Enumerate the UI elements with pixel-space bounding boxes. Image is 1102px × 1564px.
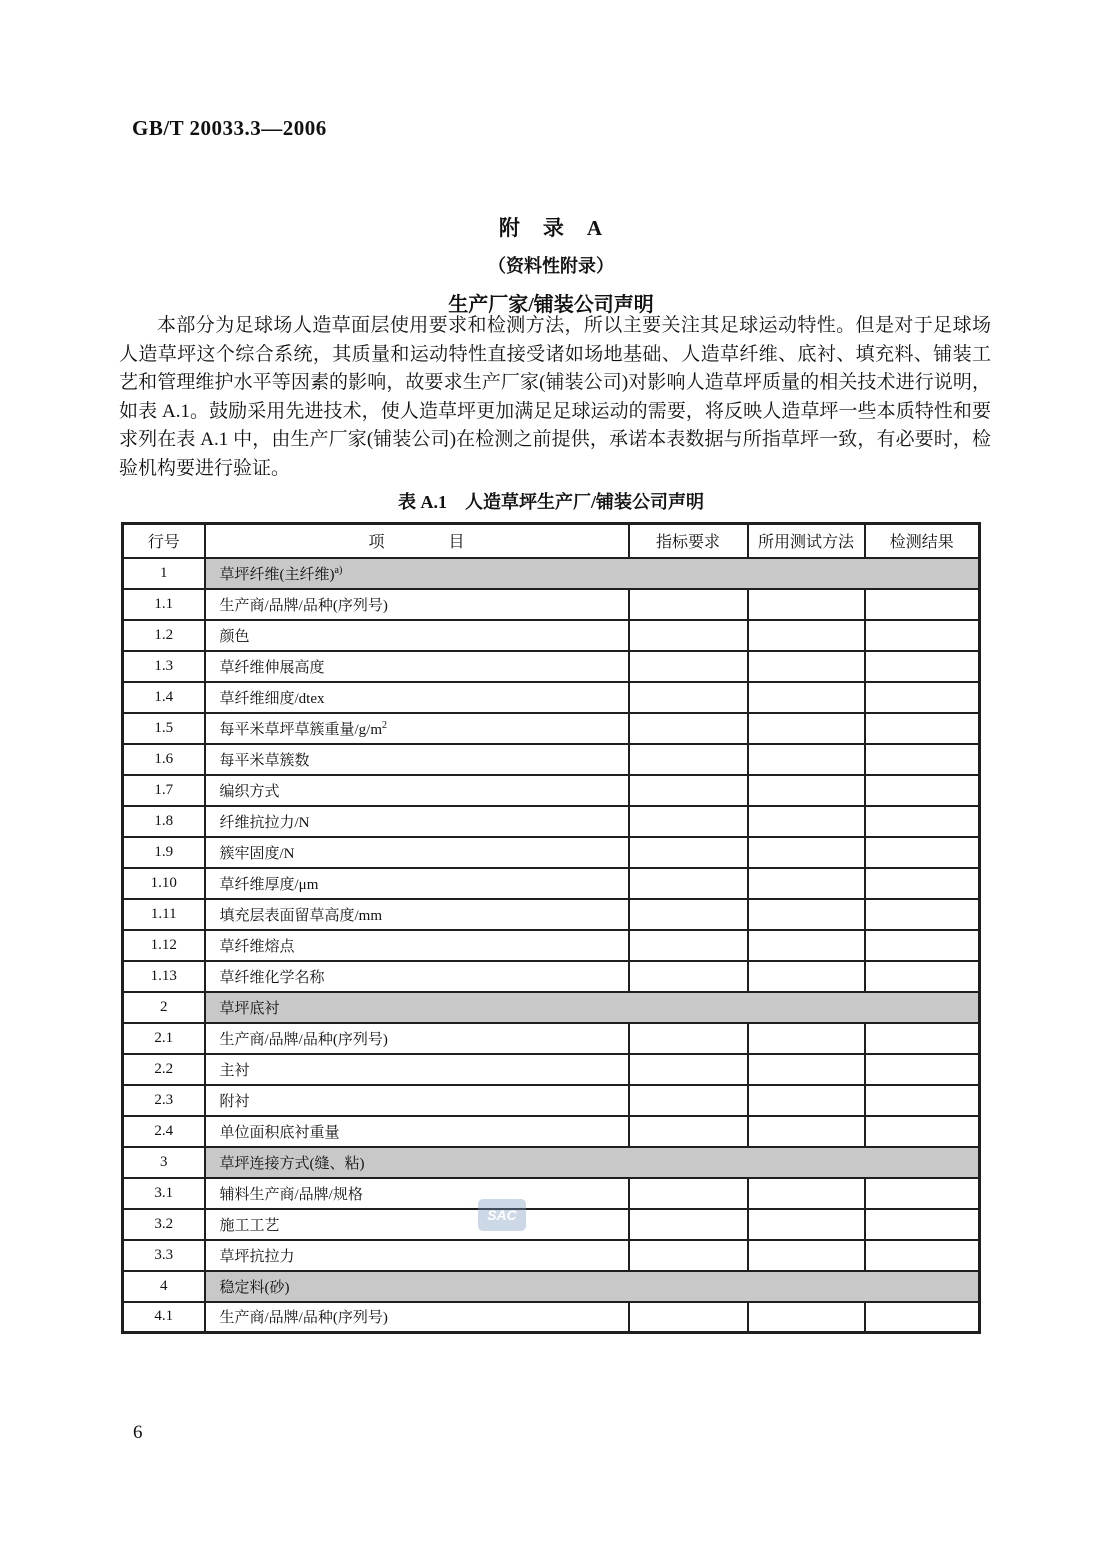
row-number: 1.8	[123, 806, 205, 837]
item-label	[205, 868, 629, 899]
col-header-test-method: 所用测试方法	[748, 524, 865, 558]
item-text: 主衬	[219, 1062, 250, 1079]
method-cell	[748, 961, 865, 992]
method-cell	[748, 1054, 865, 1085]
sac-watermark	[478, 1199, 526, 1231]
requirement-cell	[629, 589, 748, 620]
table-row	[123, 589, 980, 620]
item-text: 每平米草簇数	[219, 752, 310, 769]
method-cell	[748, 651, 865, 682]
item-label	[205, 620, 629, 651]
section-row	[123, 558, 980, 589]
item-label	[205, 837, 629, 868]
item-text: 稳定料(砂)	[219, 1279, 290, 1296]
table-row	[123, 775, 980, 806]
table-row	[123, 1023, 980, 1054]
method-cell	[748, 806, 865, 837]
row-number: 1.12	[123, 930, 205, 961]
result-cell	[865, 1302, 980, 1333]
requirement-cell	[629, 1302, 748, 1333]
item-text: 生产商/品牌/品种(序列号)	[219, 1310, 388, 1327]
table-caption: 表 A.1 人造草坪生产厂/铺装公司声明	[398, 492, 704, 512]
table-row	[123, 837, 980, 868]
item-label	[205, 713, 629, 744]
item-label	[205, 1302, 629, 1333]
sac-watermark-text: SAC	[487, 1207, 517, 1223]
item-label	[205, 775, 629, 806]
section-row	[123, 1271, 980, 1302]
result-cell	[865, 651, 980, 682]
col-header-test-result: 检测结果	[865, 524, 980, 558]
item-text: 辅料生产商/品牌/规格	[219, 1186, 363, 1203]
item-label	[205, 682, 629, 713]
row-number: 1.3	[123, 651, 205, 682]
requirement-cell	[629, 1085, 748, 1116]
item-label	[205, 961, 629, 992]
row-number: 1.5	[123, 713, 205, 744]
item-text: 草纤维熔点	[219, 938, 295, 955]
requirement-cell	[629, 868, 748, 899]
result-cell	[865, 1240, 980, 1271]
table-row	[123, 1116, 980, 1147]
item-text: 草纤维细度/dtex	[219, 690, 325, 707]
row-number: 2.4	[123, 1116, 205, 1147]
table-row	[123, 620, 980, 651]
table-row	[123, 744, 980, 775]
method-cell	[748, 682, 865, 713]
section-title	[205, 558, 980, 589]
table-row	[123, 1085, 980, 1116]
row-number: 2.3	[123, 1085, 205, 1116]
item-text: 草纤维厚度/μm	[219, 876, 319, 893]
result-cell	[865, 713, 980, 744]
row-number: 1.1	[123, 589, 205, 620]
appendix-heading: 生产厂家/铺装公司声明	[448, 294, 654, 316]
row-number: 3.1	[123, 1178, 205, 1209]
requirement-cell	[629, 744, 748, 775]
table-row	[123, 1302, 980, 1333]
appendix-title: 附 录 A	[498, 216, 604, 240]
row-number: 1.7	[123, 775, 205, 806]
requirement-cell	[629, 713, 748, 744]
table-row	[123, 930, 980, 961]
row-number: 4.1	[123, 1302, 205, 1333]
item-label	[205, 589, 629, 620]
item-text: 纤维抗拉力/N	[219, 814, 310, 831]
section-row	[123, 1147, 980, 1178]
result-cell	[865, 868, 980, 899]
result-cell	[865, 1054, 980, 1085]
row-number: 1.4	[123, 682, 205, 713]
item-label	[205, 1085, 629, 1116]
result-cell	[865, 1085, 980, 1116]
appendix-title-block	[0, 212, 1102, 317]
table-row	[123, 806, 980, 837]
row-number: 1.6	[123, 744, 205, 775]
item-text: 编织方式	[219, 783, 280, 800]
requirement-cell	[629, 961, 748, 992]
item-text: 每平米草坪草簇重量/g/m	[219, 721, 383, 738]
item-text: 簇牢固度/N	[219, 845, 295, 862]
item-label	[205, 806, 629, 837]
method-cell	[748, 930, 865, 961]
method-cell	[748, 713, 865, 744]
method-cell	[748, 1209, 865, 1240]
item-text: 施工工艺	[219, 1217, 280, 1234]
table-row	[123, 651, 980, 682]
row-number: 3	[123, 1147, 205, 1178]
row-number: 4	[123, 1271, 205, 1302]
result-cell	[865, 744, 980, 775]
result-cell	[865, 1209, 980, 1240]
requirement-cell	[629, 1178, 748, 1209]
method-cell	[748, 1085, 865, 1116]
item-label	[205, 1116, 629, 1147]
result-cell	[865, 682, 980, 713]
result-cell	[865, 1116, 980, 1147]
superscript-note: a)	[334, 564, 343, 576]
section-title	[205, 1147, 980, 1178]
item-text: 生产商/品牌/品种(序列号)	[219, 1031, 388, 1048]
row-number: 1	[123, 558, 205, 589]
item-text: 单位面积底衬重量	[219, 1124, 340, 1141]
result-cell	[865, 775, 980, 806]
row-number: 2	[123, 992, 205, 1023]
item-text: 草坪底衬	[219, 1000, 280, 1017]
item-label	[205, 1178, 629, 1209]
standard-number: GB/T 20033.3—2006	[132, 116, 327, 140]
requirement-cell	[629, 837, 748, 868]
requirement-cell	[629, 899, 748, 930]
table-row	[123, 899, 980, 930]
row-number: 1.11	[123, 899, 205, 930]
requirement-cell	[629, 1023, 748, 1054]
method-cell	[748, 589, 865, 620]
intro-paragraph: 本部分为足球场人造草面层使用要求和检测方法，所以主要关注其足球运动特性。但是对于足球场人造草坪这个综合系统，其质量和运动特性直接受诸如场地基础、人造草纤维、底衬、填充料、铺装工艺和管理维护水平等因素的影响，故要求生产厂家(铺装公司)对影响人造草坪质量的相关技术进行说明，如表 A.1。鼓励采用先进技术，使人造草坪更加满足足球运动的需要，将反映人造草坪一些本质特性和要求列在表 A.1 中，由生产厂家(铺装公司)在检测之前提供，承诺本表数据与所指草坪一致，有必要时，检验机构要进行验证。	[119, 315, 991, 479]
result-cell	[865, 806, 980, 837]
method-cell	[748, 837, 865, 868]
item-text: 填充层表面留草高度/mm	[219, 907, 383, 924]
item-label	[205, 744, 629, 775]
declaration-table	[121, 522, 981, 1334]
requirement-cell	[629, 1054, 748, 1085]
row-number: 3.2	[123, 1209, 205, 1240]
row-number: 1.13	[123, 961, 205, 992]
row-number: 1.10	[123, 868, 205, 899]
item-label	[205, 651, 629, 682]
result-cell	[865, 1178, 980, 1209]
method-cell	[748, 1116, 865, 1147]
method-cell	[748, 868, 865, 899]
method-cell	[748, 899, 865, 930]
requirement-cell	[629, 620, 748, 651]
requirement-cell	[629, 1209, 748, 1240]
row-number: 1.9	[123, 837, 205, 868]
result-cell	[865, 961, 980, 992]
requirement-cell	[629, 651, 748, 682]
item-label	[205, 899, 629, 930]
section-title	[205, 1271, 980, 1302]
row-number: 3.3	[123, 1240, 205, 1271]
table-row	[123, 1054, 980, 1085]
col-header-requirement: 指标要求	[629, 524, 748, 558]
result-cell	[865, 837, 980, 868]
method-cell	[748, 620, 865, 651]
item-label	[205, 1240, 629, 1271]
item-text: 草坪纤维(主纤维)	[219, 566, 335, 583]
table-row	[123, 961, 980, 992]
requirement-cell	[629, 775, 748, 806]
method-cell	[748, 744, 865, 775]
requirement-cell	[629, 930, 748, 961]
table-row	[123, 1209, 980, 1240]
method-cell	[748, 1302, 865, 1333]
item-label	[205, 1209, 629, 1240]
item-text: 草坪抗拉力	[219, 1248, 295, 1265]
table-row	[123, 868, 980, 899]
item-text: 草纤维伸展高度	[219, 659, 325, 676]
method-cell	[748, 1240, 865, 1271]
requirement-cell	[629, 806, 748, 837]
table-row	[123, 1178, 980, 1209]
header-row	[123, 524, 980, 558]
item-label	[205, 1023, 629, 1054]
item-text: 草纤维化学名称	[219, 969, 325, 986]
requirement-cell	[629, 1116, 748, 1147]
result-cell	[865, 930, 980, 961]
superscript-note: 2	[382, 719, 388, 731]
item-label	[205, 930, 629, 961]
item-text: 附衬	[219, 1093, 250, 1110]
appendix-subtitle: （资料性附录）	[488, 256, 614, 276]
col-header-item: 项 目	[205, 524, 629, 558]
row-number: 2.1	[123, 1023, 205, 1054]
method-cell	[748, 1023, 865, 1054]
requirement-cell	[629, 1240, 748, 1271]
row-number: 1.2	[123, 620, 205, 651]
item-text: 生产商/品牌/品种(序列号)	[219, 597, 388, 614]
result-cell	[865, 1023, 980, 1054]
result-cell	[865, 899, 980, 930]
item-text: 颜色	[219, 628, 250, 645]
result-cell	[865, 589, 980, 620]
col-header-row-number: 行号	[123, 524, 205, 558]
requirement-cell	[629, 682, 748, 713]
result-cell	[865, 620, 980, 651]
table-row	[123, 682, 980, 713]
method-cell	[748, 775, 865, 806]
method-cell	[748, 1178, 865, 1209]
section-row	[123, 992, 980, 1023]
item-label	[205, 1054, 629, 1085]
table-row	[123, 713, 980, 744]
table-row	[123, 1240, 980, 1271]
row-number: 2.2	[123, 1054, 205, 1085]
page-number: 6	[133, 1422, 143, 1443]
item-text: 草坪连接方式(缝、粘)	[219, 1155, 365, 1172]
section-title	[205, 992, 980, 1023]
